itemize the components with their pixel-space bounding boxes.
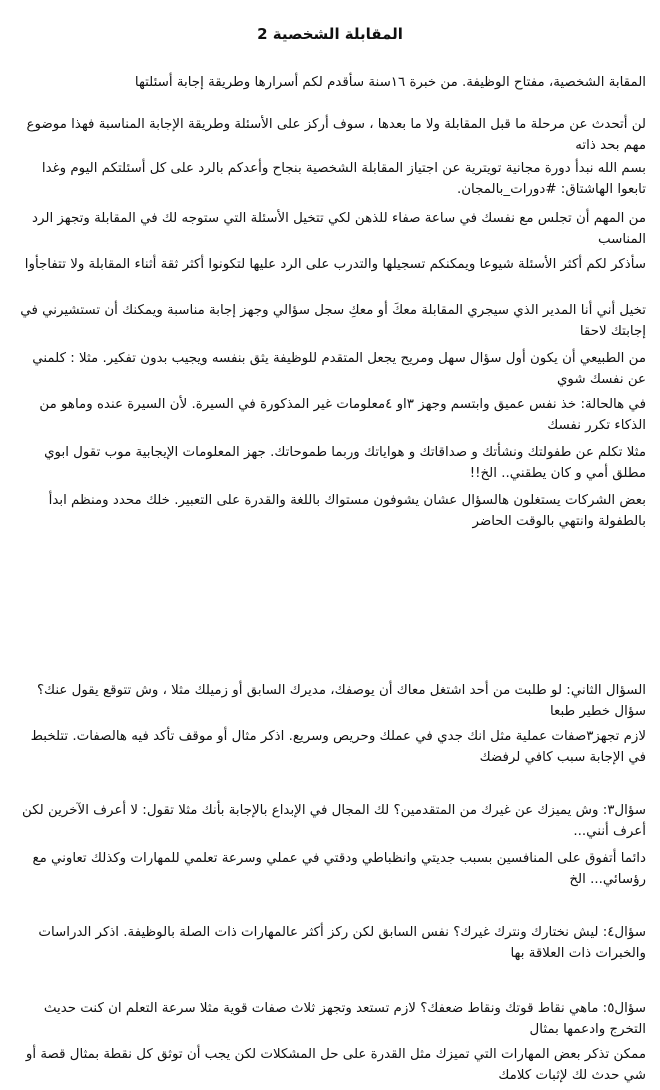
- paragraph-imagine: تخيل أني أنا المدير الذي سيجري المقابلة معكَ أو معكِ سجل سؤالي وجهز إجابة مناسبة ويمكنك أن تستشيرني في إجابتك لاحقا: [20, 303, 646, 339]
- paragraph-three-traits: لازم تجهز٣صفات عملية مثل انك جدي في عملك وحريص وسريع. اذكر مثال أو موقف تأكد فيه هالصفات. تتلخبط في الإجابة سبب كافي لرفضك: [30, 729, 646, 765]
- paragraph-question-four: سؤال٤: ليش نختارك ونترك غيرك؟ نفس السابق لكن ركز أكثر عالمهارات ذات الصلة بالوظيفة. اذكر الدراسات والخبرات ذات العلاقة بها: [38, 925, 646, 961]
- paragraph-outperform: دائما أتفوق على المنافسين بسبب جديتي وانظباطي ودقتي في عملي وسرعة تعلمي للمهارات وكذلك تعاوني مع رؤسائي... الخ: [32, 851, 646, 887]
- paragraph-first-question: من الطبيعي أن يكون أول سؤال سهل ومريح يجعل المتقدم للوظيفة يثق بنفسه ويجيب بدون تفكير. مثلا : كلمني عن نفسك شوي: [32, 351, 646, 387]
- paragraph-companies: بعض الشركات يستغلون هالسؤال عشان يشوفون مستواك باللغة والقدرة على التعبير. خلك محدد ومنظم ابدأ بالطفولة وانتهي بالوقت الحاضر: [48, 493, 646, 529]
- paragraph-skills-example: ممكن تذكر بعض المهارات التي تميزك مثل القدرة على حل المشكلات لكن يجب أن توثق كل نقطة بمثال قصة أو شي حدث لك لإثبات كلامك: [25, 1047, 646, 1083]
- paragraph-question-five: سؤال٥: ماهي نقاط قوتك ونقاط ضعفك؟ لازم تستعد وتجهز ثلاث صفات قوية مثلا سرعة التعلم ان كنت حديث التخرج وادعمها بمثال: [43, 1001, 646, 1037]
- document-title: المقابلة الشخصية 2: [257, 25, 403, 43]
- paragraph-focus: لن أتحدث عن مرحلة ما قبل المقابلة ولا ما بعدها ، سوف أركز على الأسئلة وطريقة الإجابة المناسبة فهذا موضوع مهم بحد ذاته: [26, 117, 646, 153]
- paragraph-question-three: سؤال٣: وش يميزك عن غيرك من المتقدمين؟ لك المجال في الإبداع بالإجابة بأنك مثلا تقول: لا أعرف الآخرين لكن أعرف أنني...: [22, 803, 646, 839]
- paragraph-question-two: السؤال الثاني: لو طلبت من أحد اشتغل معاك أن يوصفك، مديرك السابق أو زميلك مثلا ، وش تتوقع يقول عنك؟ سؤال خطير طبعا: [36, 683, 646, 719]
- paragraph-common-questions: سأذكر لكم أكثر الأسئلة شيوعا ويمكنكم تسجيلها والتدرب على الرد عليها لتكونوا أكثر ثقة أثناء المقابلة ولا تتفاجأوا: [24, 257, 646, 272]
- paragraph-childhood: مثلا تكلم عن طفولتك ونشأتك و صداقاتك و هواياتك وربما طموحاتك. جهز المعلومات الإيجابية موب تقول ابوي مطلق أمي و كان يطقني.. الخ!!: [44, 445, 646, 481]
- paragraph-breathe: في هالحالة: خذ نفس عميق وابتسم وجهز ٣او ٤معلومات غير المذكورة في السيرة. لأن السيرة عنده وماهو من الذكاء تكرر نفسك: [39, 397, 646, 433]
- paragraph-course-start: بسم الله نبدأ دورة مجانية تويترية عن اجتياز المقابلة الشخصية بنجاح وأعدكم بالرد على كل أسئلتكم اليوم وغدا تابعوا الهاشتاق: #دورات_بالمجان.: [41, 161, 646, 197]
- paragraph-intro: المقابة الشخصية، مفتاح الوظيفة. من خبرة ١٦سنة سأقدم لكم أسرارها وطريقة إجابة أسئلتها: [134, 75, 646, 90]
- paragraph-prepare: من المهم أن تجلس مع نفسك في ساعة صفاء للذهن لكي تتخيل الأسئلة التي ستوجه لك في المقابلة وتجهز الرد المناسب: [32, 211, 646, 247]
